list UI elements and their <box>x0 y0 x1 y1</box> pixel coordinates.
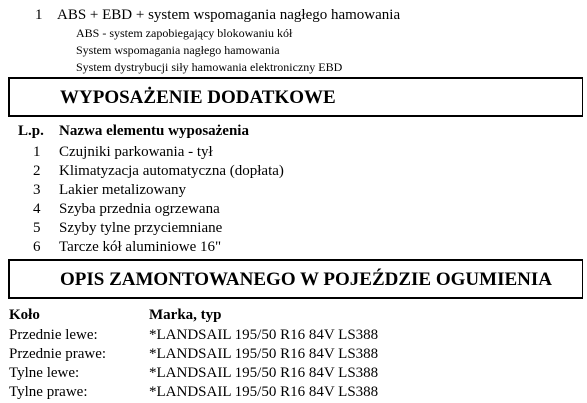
abs-sub-item: System wspomagania nagłego hamowania <box>76 43 280 57</box>
equipment-item-number: 6 <box>33 239 41 255</box>
equipment-item-name: Szyba przednia ogrzewana <box>59 201 220 217</box>
equipment-item-number: 2 <box>33 163 41 179</box>
section-bar-right-edge <box>582 77 584 115</box>
tire-wheel-position: Tylne prawe: <box>9 384 88 400</box>
section-divider <box>8 259 583 261</box>
equipment-item-number: 3 <box>33 182 41 198</box>
abs-item-title: ABS + EBD + system wspomagania nagłego hamowania <box>57 7 401 23</box>
col-header-lp: L.p. <box>18 123 44 139</box>
abs-sub-item: ABS - system zapobiegający blokowaniu kół <box>76 26 293 40</box>
col-header-brand: Marka, typ <box>149 307 222 323</box>
section-bar-left-edge <box>8 259 10 297</box>
equipment-item-number: 1 <box>33 144 41 160</box>
tire-brand-type: *LANDSAIL 195/50 R16 84V LS388 <box>149 384 379 400</box>
tire-brand-type: *LANDSAIL 195/50 R16 84V LS388 <box>149 365 379 381</box>
tire-wheel-position: Przednie prawe: <box>9 346 107 362</box>
section-divider <box>8 115 583 117</box>
equipment-item-name: Tarcze kół aluminiowe 16" <box>59 239 222 255</box>
section-divider <box>8 77 583 79</box>
abs-item-number: 1 <box>35 7 43 23</box>
equipment-item-name: Lakier metalizowany <box>59 182 187 198</box>
equipment-item-name: Klimatyzacja automatyczna (dopłata) <box>59 163 284 179</box>
tire-wheel-position: Przednie lewe: <box>9 327 98 343</box>
equipment-item-number: 4 <box>33 201 41 217</box>
equipment-section-title: WYPOSAŻENIE DODATKOWE <box>60 87 336 108</box>
section-divider <box>8 297 583 299</box>
tires-section-title: OPIS ZAMONTOWANEGO W POJEŹDZIE OGUMIENIA <box>60 269 552 290</box>
tire-brand-type: *LANDSAIL 195/50 R16 84V LS388 <box>149 346 379 362</box>
equipment-item-name: Szyby tylne przyciemniane <box>59 220 223 236</box>
section-bar-left-edge <box>8 77 10 115</box>
col-header-wheel: Koło <box>9 307 40 323</box>
equipment-item-number: 5 <box>33 220 41 236</box>
col-header-name: Nazwa elementu wyposażenia <box>59 123 249 139</box>
abs-sub-item: System dystrybucji siły hamowania elektroniczny EBD <box>76 60 343 74</box>
tire-wheel-position: Tylne lewe: <box>9 365 80 381</box>
equipment-item-name: Czujniki parkowania - tył <box>59 144 213 160</box>
section-bar-right-edge <box>582 259 584 297</box>
tire-brand-type: *LANDSAIL 195/50 R16 84V LS388 <box>149 327 379 343</box>
